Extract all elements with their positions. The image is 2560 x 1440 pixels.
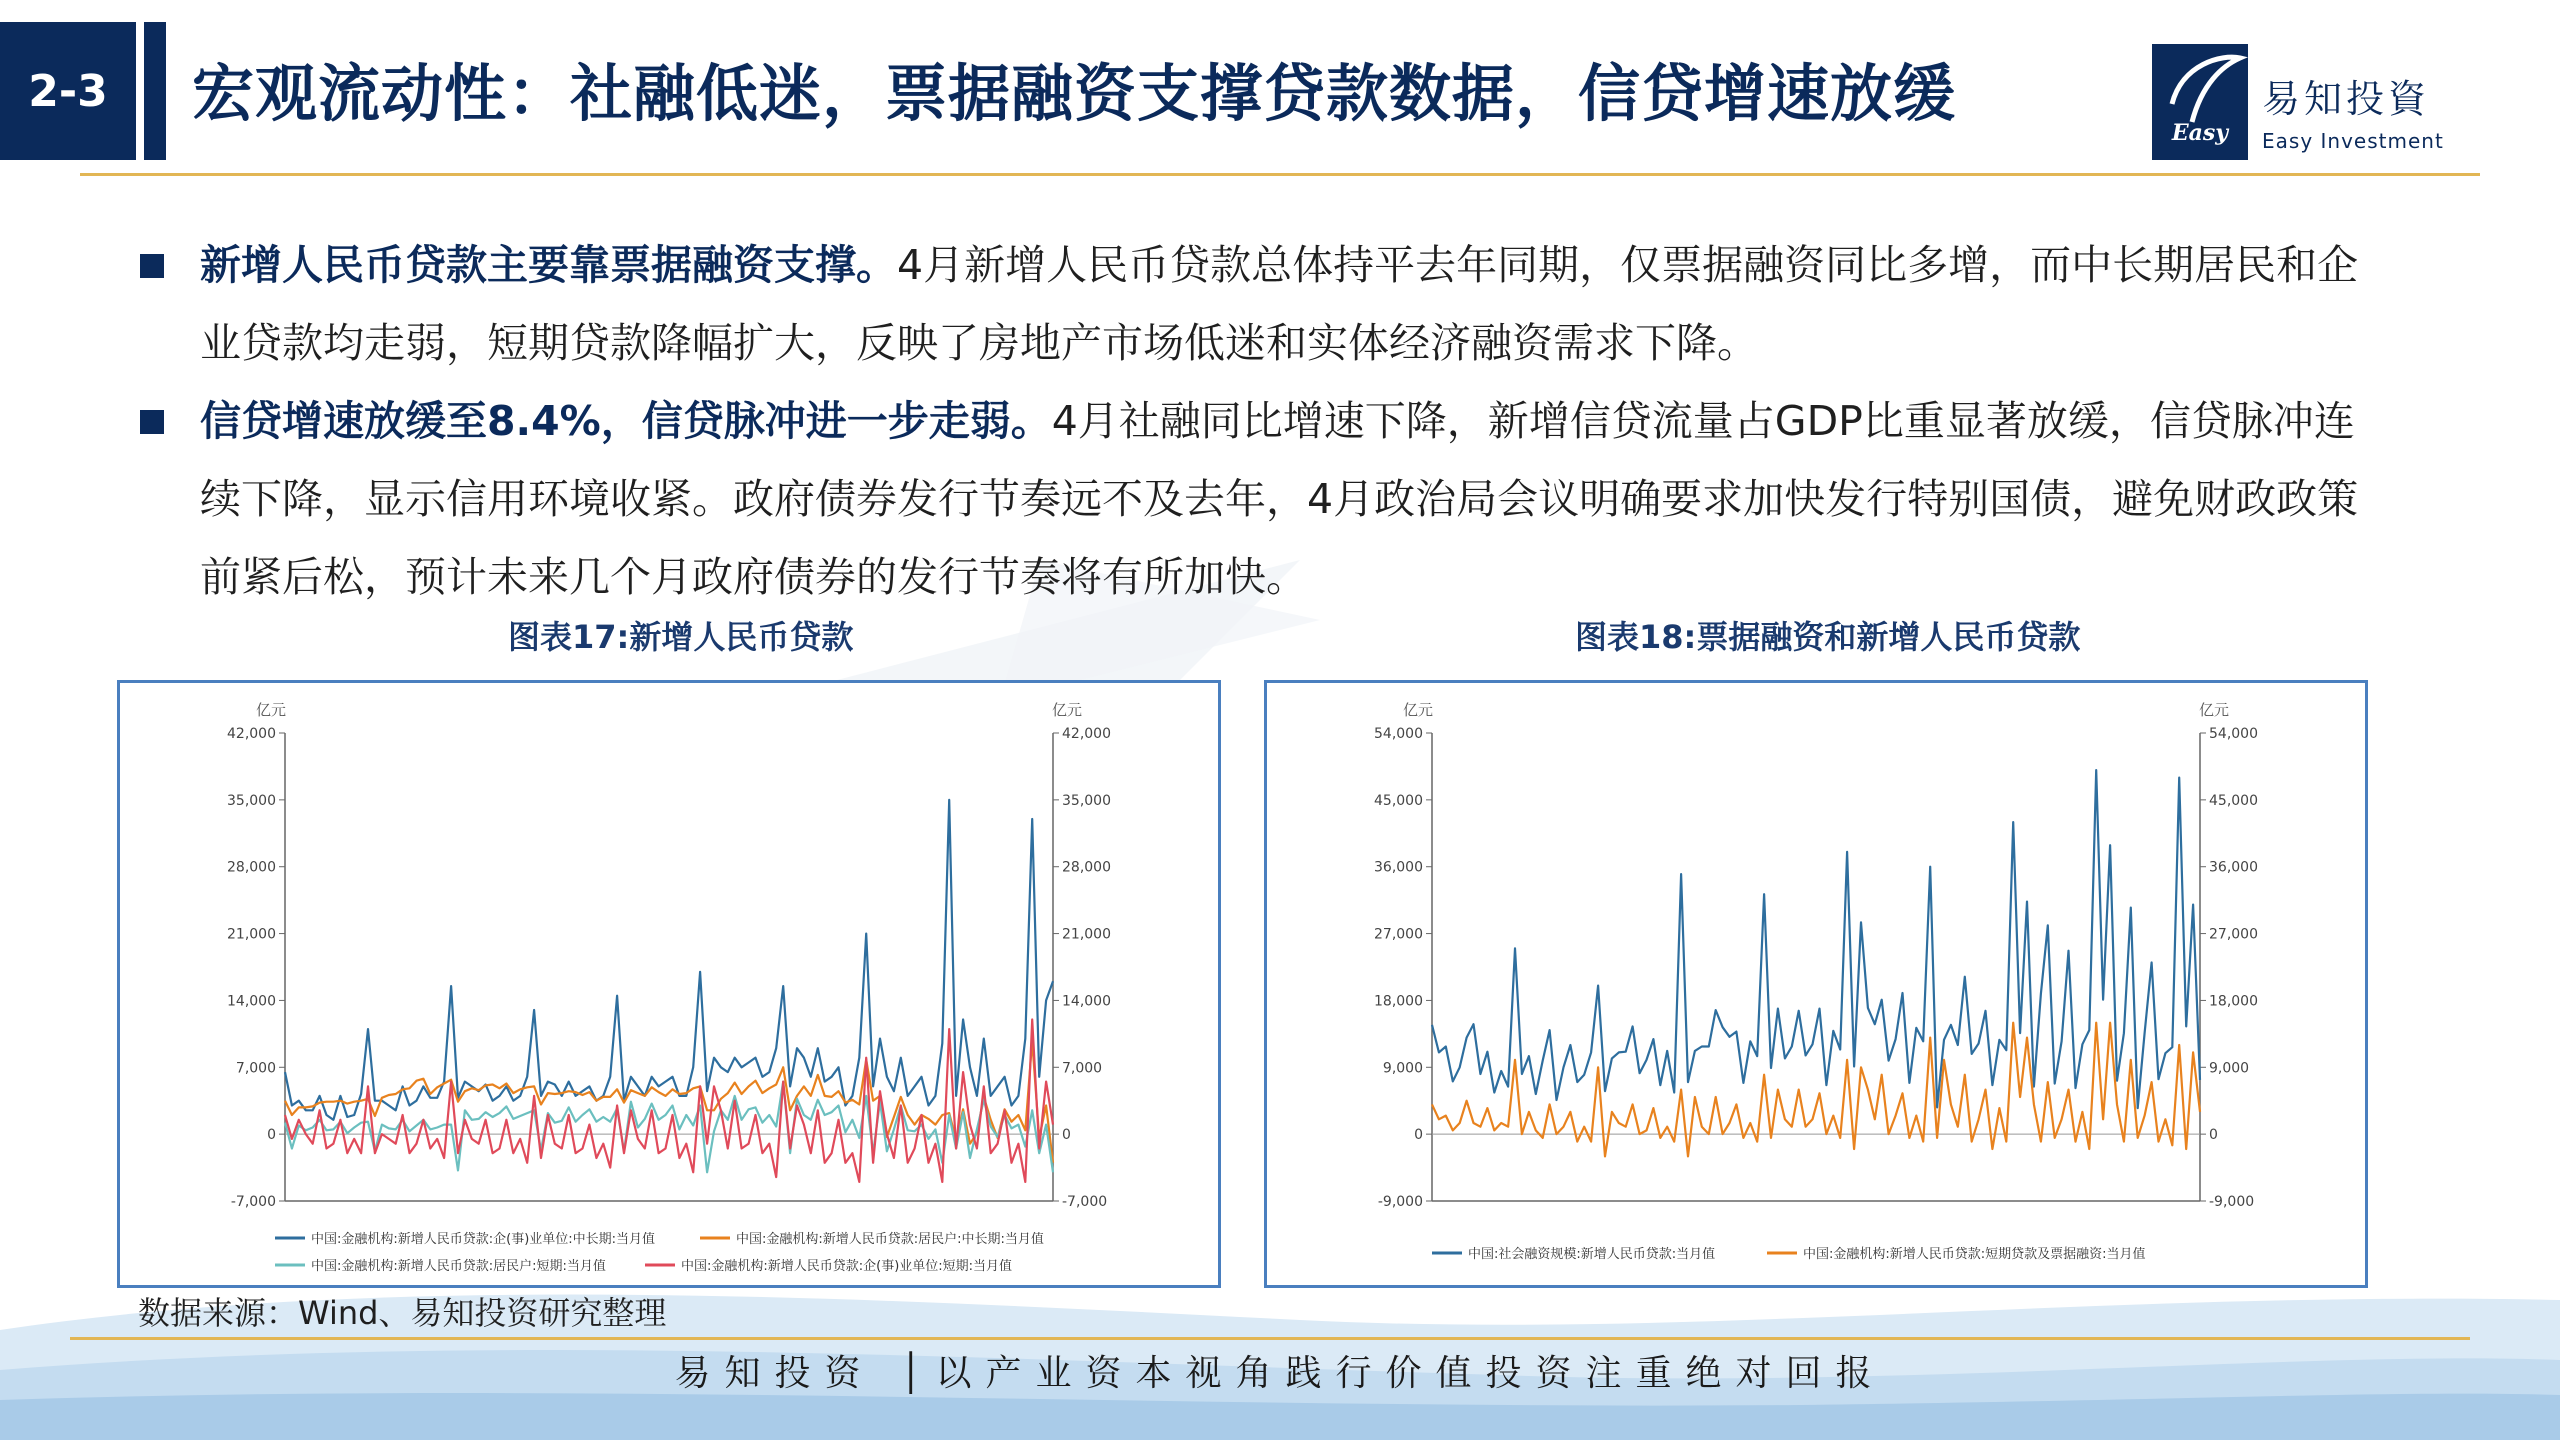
- y-tick-label-left: 7,000: [235, 1060, 276, 1077]
- footer-divider: [70, 1337, 2470, 1340]
- section-number: 2-3: [0, 22, 136, 160]
- header-divider: [80, 173, 2480, 176]
- y-tick-label-left: 45,000: [1374, 792, 1423, 809]
- y-axis-unit-left: 亿元: [255, 701, 287, 719]
- legend-label: 中国:金融机构:新增人民币贷款:居民户:短期:当月值: [311, 1259, 606, 1274]
- y-tick-label-right: 27,000: [2209, 926, 2258, 943]
- y-tick-label-left: 35,000: [227, 792, 276, 809]
- y-tick-label-right: 45,000: [2209, 792, 2258, 809]
- logo-cn: 易知投資: [2262, 77, 2431, 121]
- bullet-square-icon: [140, 254, 164, 278]
- data-source: 数据来源：Wind、易知投资研究整理: [138, 1294, 667, 1332]
- y-axis-unit-left: 亿元: [1402, 701, 1434, 719]
- y-tick-label-left: 14,000: [227, 993, 276, 1010]
- y-tick-label-right: 36,000: [2209, 859, 2258, 876]
- y-tick-label-right: 21,000: [1062, 926, 1111, 943]
- legend-label: 中国:金融机构:新增人民币贷款:短期贷款及票据融资:当月值: [1803, 1247, 2146, 1262]
- bullet-item: [140, 382, 2370, 616]
- y-tick-label-left: -9,000: [1377, 1194, 1423, 1210]
- y-tick-label-right: -7,000: [1062, 1194, 1108, 1210]
- series-line: [285, 1020, 1053, 1182]
- y-tick-label-left: 21,000: [227, 926, 276, 943]
- y-tick-label-right: 7,000: [1062, 1060, 1103, 1077]
- y-tick-label-left: 0: [1414, 1127, 1423, 1144]
- series-line: [1432, 770, 2200, 1108]
- y-tick-label-left: 28,000: [227, 859, 276, 876]
- bullet-text: 4月社融同比增速下降，新增信贷流量占GDP比重显著放缓，信贷脉冲连续下降，显示信用环境收紧。政府债券发行节奏远不及去年，4月政治局会议明确要求加快发行特别国债，避免财政政策前紧后松，预计未来几个月政府债券的发行节奏将有所加快。: [200, 397, 2359, 601]
- logo-en: Easy Investment: [2262, 129, 2444, 153]
- legend-label: 中国:金融机构:新增人民币贷款:企(事)业单位:中长期:当月值: [311, 1232, 656, 1247]
- bullet-text: 4月新增人民币贷款总体持平去年同期，仅票据融资同比多增，而中长期居民和企业贷款均走弱，短期贷款降幅扩大，反映了房地产市场低迷和实体经济融资需求下降。: [200, 241, 2359, 367]
- chart-17: [117, 680, 1221, 1288]
- y-tick-label-left: 42,000: [227, 726, 276, 742]
- chart-18-plot: [1267, 683, 2365, 1285]
- y-tick-label-left: 9,000: [1382, 1060, 1423, 1077]
- page-title: 宏观流动性：社融低迷，票据融资支撑贷款数据，信贷增速放缓: [192, 57, 1957, 130]
- y-tick-label-left: 54,000: [1374, 726, 1423, 742]
- y-tick-label-left: 36,000: [1374, 859, 1423, 876]
- y-tick-label-right: 35,000: [1062, 792, 1111, 809]
- chart-18-caption: 图表18:票据融资和新增人民币贷款: [1575, 618, 2081, 656]
- company-logo-text: [2262, 68, 2444, 153]
- y-tick-label-right: -9,000: [2209, 1194, 2255, 1210]
- y-tick-label-right: 14,000: [1062, 993, 1111, 1010]
- header-accent-bar: [144, 22, 166, 160]
- bullet-item: [140, 226, 2370, 382]
- y-tick-label-right: 0: [2209, 1127, 2218, 1144]
- chart-17-plot: [120, 683, 1218, 1285]
- y-tick-label-left: 27,000: [1374, 926, 1423, 943]
- bullet-bold: 新增人民币贷款主要靠票据融资支撑。: [200, 241, 897, 289]
- y-tick-label-right: 54,000: [2209, 726, 2258, 742]
- y-tick-label-right: 0: [1062, 1127, 1071, 1144]
- chart-18: [1264, 680, 2368, 1288]
- bullet-square-icon: [140, 410, 164, 434]
- legend-label: 中国:金融机构:新增人民币贷款:居民户:中长期:当月值: [736, 1232, 1044, 1247]
- y-tick-label-left: 0: [267, 1127, 276, 1144]
- series-line: [285, 800, 1053, 1120]
- y-tick-label-right: 18,000: [2209, 993, 2258, 1010]
- y-tick-label-right: 28,000: [1062, 859, 1111, 876]
- bullet-list: [140, 226, 2370, 616]
- y-tick-label-right: 42,000: [1062, 726, 1111, 742]
- footer-slogan: 易知投资 │以产业资本视角践行价值投资注重绝对回报: [674, 1353, 1886, 1394]
- y-tick-label-left: 18,000: [1374, 993, 1423, 1010]
- legend-label: 中国:金融机构:新增人民币贷款:企(事)业单位:短期:当月值: [681, 1259, 1013, 1274]
- y-axis-unit-right: 亿元: [2198, 701, 2230, 719]
- company-logo-icon: [2152, 44, 2248, 160]
- legend-label: 中国:社会融资规模:新增人民币贷款:当月值: [1468, 1247, 1716, 1262]
- y-axis-unit-right: 亿元: [1051, 701, 1083, 719]
- y-tick-label-right: 9,000: [2209, 1060, 2250, 1077]
- bullet-bold: 信贷增速放缓至8.4%，信贷脉冲进一步走弱。: [200, 397, 1052, 445]
- logo-mark-text: Easy: [2171, 120, 2229, 146]
- y-tick-label-left: -7,000: [230, 1194, 276, 1210]
- chart-17-caption: 图表17:新增人民币贷款: [508, 618, 854, 656]
